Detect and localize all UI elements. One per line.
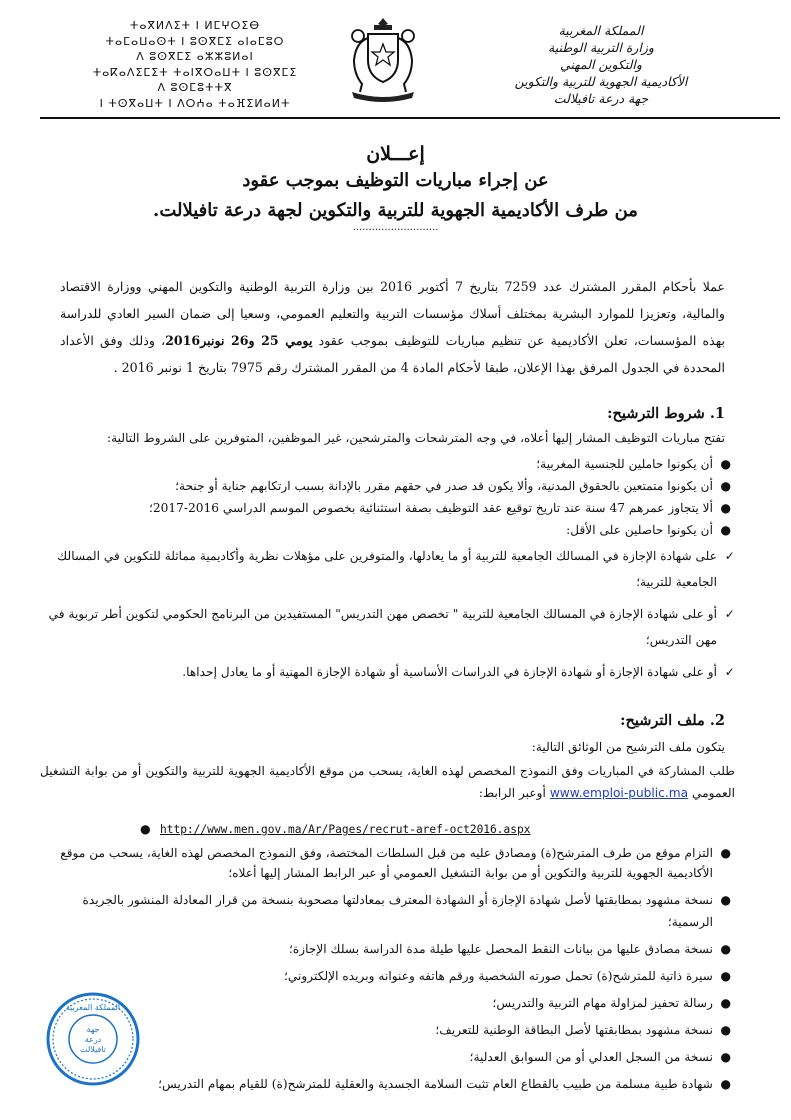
arabic-header-line: المملكة المغربية [558,23,644,38]
tifinagh-header-line: ⵜⴰⴳⵍⴷⵉⵜ ⵏ ⵍⵎⵖⵔⵉⴱ [129,19,261,32]
list-item: ● شهادة طبية مسلمة من طبيب بالقطاع العام تثبت السلامة الجسدية والعقلية للمترشح(ة) للقيام بمهام التدريس؛ [158,1077,731,1091]
arabic-header-line: وزارة التربية الوطنية [548,40,654,55]
title-dotted-rule: ........................... [352,222,439,233]
application-form-paragraph [40,760,735,804]
documents-list [60,818,735,1095]
tifinagh-header-line: ⴷ ⵓⵙⵎⵓⵜⵜⴳ [157,81,233,94]
tifinagh-header-line: ⵜⴰⴽⴰⴷⵉⵎⵉⵜ ⵜⴰⵏⴳⵔⴰⵡⵜ ⵏ ⵓⵙⴳⵎⵉ [92,65,298,79]
stamp-center-text: تافيلالت [80,1045,106,1054]
arabic-header-line: جهة درعة تافيلالت [553,91,649,106]
paragraph-text-2: أوعبر الرابط: [478,786,550,800]
intro-dates: يومي 25 و26 نونبر2016 [165,333,313,348]
arabic-header-line: الأكاديمية الجهوية للتربية والتكوين [514,74,688,89]
tifinagh-header-line: ⵜⴰⵎⴰⵡⴰⵙⵜ ⵏ ⵓⵙⴳⵎⵉ ⴰⵏⴰⵎⵓⵔ [105,34,285,48]
header-divider [40,117,780,119]
tifinagh-header [90,18,300,111]
stamp-top-text: المملكة المغربية [65,1003,121,1012]
list-item: ● أن يكونوا حاصلين على الأقل: [566,523,731,537]
coat-of-arms-emblem [338,12,428,104]
section-1-lead: تفتح مباريات التوظيف المشار إليها أعلاه، في وجه المترشحات والمترشحين، غير الموظفين، المتوفرين على الشروط التالية: [107,431,725,445]
list-item: ● أن يكونوا حاملين للجنسية المغربية؛ [536,457,731,471]
stamp-center-text: درعة [84,1035,102,1044]
intro-paragraph [60,273,725,381]
emploi-public-link[interactable]: www.emploi-public.ma [549,786,689,800]
checkmark-icon: ✓ [724,665,735,679]
qualifications-list [45,543,735,685]
announcement-subtitle: عن إجراء مباريات التوظيف بموجب عقود [242,170,549,191]
list-item: ✓ على شهادة الإجازة في المسالك الجامعية للتربية أو ما يعادلها، والمتوفرين على مؤهلات نظرية وأكاديمية مماثلة للتكوين في المسالك الجامعية للتربية؛ [45,543,735,595]
list-item: ✓ أو على شهادة الإجازة في المسالك الجامعية للتربية " تخصص مهن التدريس" المستفيدين من البرنامج الحكومي لتكوين أطر تربوية في مهن التدريس؛ [45,601,735,653]
arabic-header-line: والتكوين المهني [560,57,642,72]
list-item: ● نسخة مشهود بمطابقتها لأصل شهادة الإجازة أو الشهادة المعترف بمعادلتها مصحوبة بنسخة من قرار المعادلة المنشور بالجريدة الرسمية؛ [82,893,731,929]
list-item: ● رسالة تحفيز لمزاولة مهام التربية والتدريس؛ [492,996,731,1010]
checkmark-icon: ✓ [724,549,735,563]
list-item: ● ألا يتجاوز عمرهم 47 سنة عند تاريخ توقيع عقد التوظيف بصفة استثنائية بخصوص الموسم الدراسي 2016-2017؛ [148,501,731,515]
recruitment-url-link[interactable]: http://www.men.gov.ma/Ar/Pages/recrut-aref-oct2016.aspx [160,823,531,836]
list-item: ● نسخة مصادق عليها من بيانات النقط المحصل عليها طيلة مدة الدراسة بسلك الإجازة؛ [288,942,731,956]
checkmark-icon: ✓ [724,607,735,621]
list-item: ● أن يكونوا متمتعين بالحقوق المدنية، وألا يكون قد صدر في حقهم مقرر بالإدانة بسبب ارتكابهم جناية أو جنحة؛ [175,479,731,493]
official-stamp [44,990,142,1088]
announcement-title: إعـــلان [366,143,425,165]
tifinagh-header-line: ⴷ ⵓⵙⴳⵎⵉ ⴰⵣⵣⵓⵍⴰⵏ [136,50,254,63]
announcement-subtitle-2: من طرف الأكاديمية الجهوية للتربية والتكوين لجهة درعة تافيلالت. [153,200,638,221]
conditions-list [75,453,735,541]
paragraph-text: طلب المشاركة في المباريات وفق النموذج المخصص لهذه الغاية، يسحب من موقع الأكاديمية الجهوية للتربية والتكوين أو من بوابة التشغيل العمومي [40,764,735,800]
list-item: ● http://www.men.gov.ma/Ar/Pages/recrut-aref-oct2016.aspx [140,822,531,836]
list-item: ● سيرة ذاتية للمترشح(ة) تحمل صورته الشخصية ورقم هاتفه وعنوانه وبريده الإلكتروني؛ [284,969,731,983]
intro-text-2: ، وذلك وفق الأعداد المحددة في الجدول المرفق بهذا الإعلان، طبقا لأحكام المادة 4 من المقرر المشترك رقم 7975 بتاريخ 1 نونبر 2016 . [60,333,725,375]
list-item: ✓ أو على شهادة الإجازة أو شهادة الإجازة في الدراسات الأساسية أو شهادة الإجازة المهنية أو ما يعادل إحداها. [45,659,735,685]
section-1-heading: 1. شروط الترشيح: [607,405,725,422]
section-2-heading: 2. ملف الترشيح: [620,712,725,729]
arabic-header [486,22,716,107]
list-item: ● نسخة من السجل العدلي أو من السوابق العدلية؛ [469,1050,731,1064]
section-2-lead: يتكون ملف الترشيح من الوثائق التالية: [531,740,725,754]
list-item: ● نسخة مشهود بمطابقتها لأصل البطاقة الوطنية للتعريف؛ [435,1023,731,1037]
list-item: ● التزام موقع من طرف المترشح(ة) ومصادق عليه من قبل السلطات المختصة، وفق النموذج المخصص لهذه الغاية، يسحب من موقع الأكاديمية الجهوية للتربية والتكوين أو من بوابة التشغيل العمومي أو عبر الرابط المشار إليها أعلاه؛ [60,846,731,880]
tifinagh-header-line: ⵏ ⵜⵙⴳⴰⵡⵜ ⵏ ⴷⵔⵄⴰ ⵜⴰⴼⵉⵍⴰⵍⵜ [99,96,291,110]
intro-text: عملا بأحكام المقرر المشترك عدد 7259 بتاريخ 7 أكتوبر 2016 بين وزارة التربية الوطنية والتكوين المهني ووزارة الاقتصاد والمالية، وتعزيزا للموارد البشرية بمختلف أسلاك مؤسسات التربية والتعليم العمومي، وسعيا إلى ضمان السير العادي للدراسة بهذه المؤسسات، تعلن الأكاديمية عن تنظيم مباريات للتوظيف بموجب عقود [60,279,726,348]
stamp-center-text: جهة [86,1025,100,1034]
